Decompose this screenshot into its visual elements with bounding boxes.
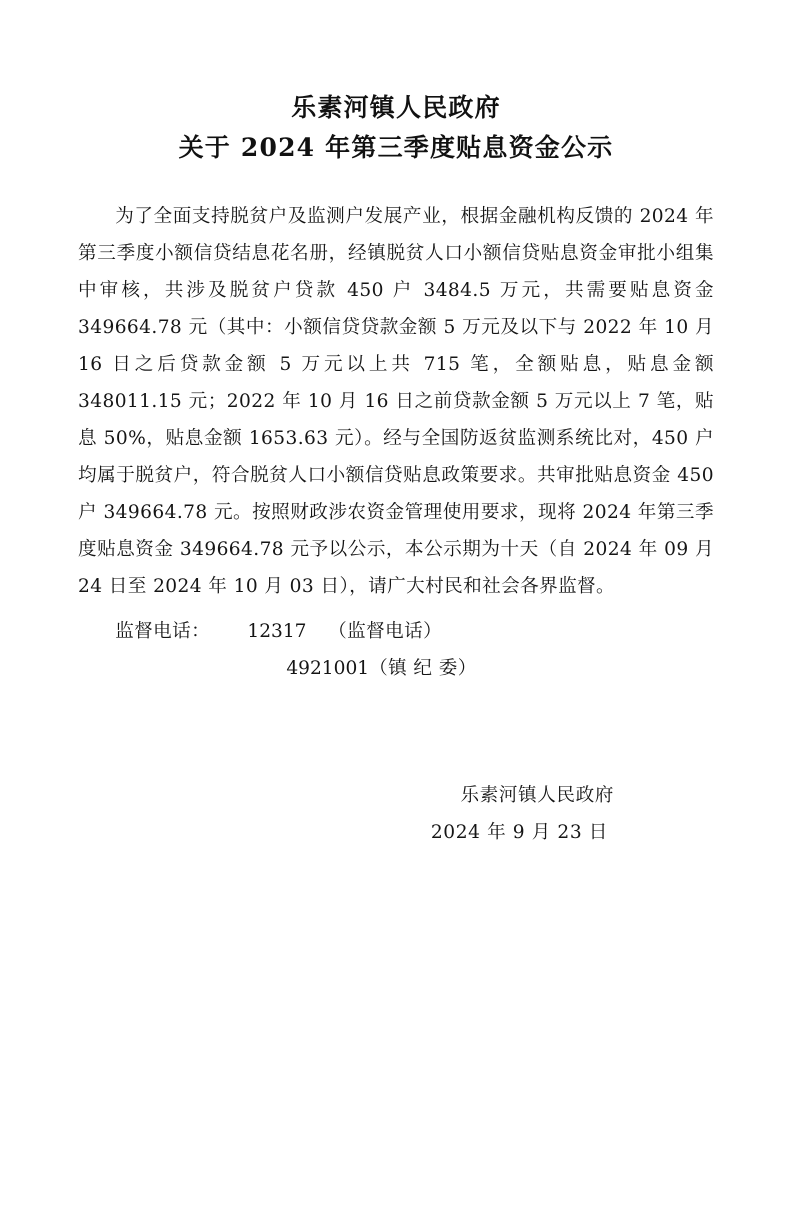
- document-page: [0, 88, 792, 1209]
- title-line-2: 关于 2024 年第三季度贴息资金公示: [178, 133, 614, 162]
- document-signature: [0, 777, 614, 851]
- title-line-1: 乐素河镇人民政府: [291, 93, 501, 122]
- body-paragraph-1: 为了全面支持脱贫户及监测户发展产业，根据金融机构反馈的 2024 年第三季度小额信贷结息花名册，经镇脱贫人口小额信贷贴息资金审批小组集中审核，共涉及脱贫户贷款 450 户 3484.5 万元，共需要贴息资金 349664.78 元（其中：小额信贷贷款金额 5 万元及以下与 2022 年 10 月 16 日之后贷款金额 5 万元以上共 715 笔，全额贴息，贴息金额 348011.15 元；2022 年 10 月 16 日之前贷款金额 5 万元以上 7 笔，贴息 50%，贴息金额 1653.63 元）。经与全国防返贫监测系统比对，450 户均属于脱贫户，符合脱贫人口小额信贷贴息政策要求。共审批贴息资金 450 户 349664.78 元。按照财政涉农资金管理使用要求，现将 2024 年第三季度贴息资金 349664.78 元予以公示，本公示期为十天（自 2024 年 09 月 24 日至 2024 年 10 月 03 日），请广大村民和社会各界监督。: [78, 206, 714, 597]
- contact-note: （镇 纪 委）: [369, 658, 477, 679]
- contact-label: 监督电话：: [115, 621, 211, 642]
- contact-number: 12317: [247, 621, 307, 642]
- signature-issuer: 乐素河镇人民政府: [460, 785, 614, 806]
- signature-date: 2024 年 9 月 23 日: [430, 822, 608, 843]
- contact-note: （监督电话）: [328, 621, 443, 642]
- contact-row: [78, 613, 714, 650]
- supervision-contacts: [78, 613, 714, 687]
- document-body: [78, 198, 714, 605]
- contact-row: [78, 650, 714, 687]
- contact-number: 4921001: [286, 658, 370, 679]
- document-title: [0, 88, 792, 168]
